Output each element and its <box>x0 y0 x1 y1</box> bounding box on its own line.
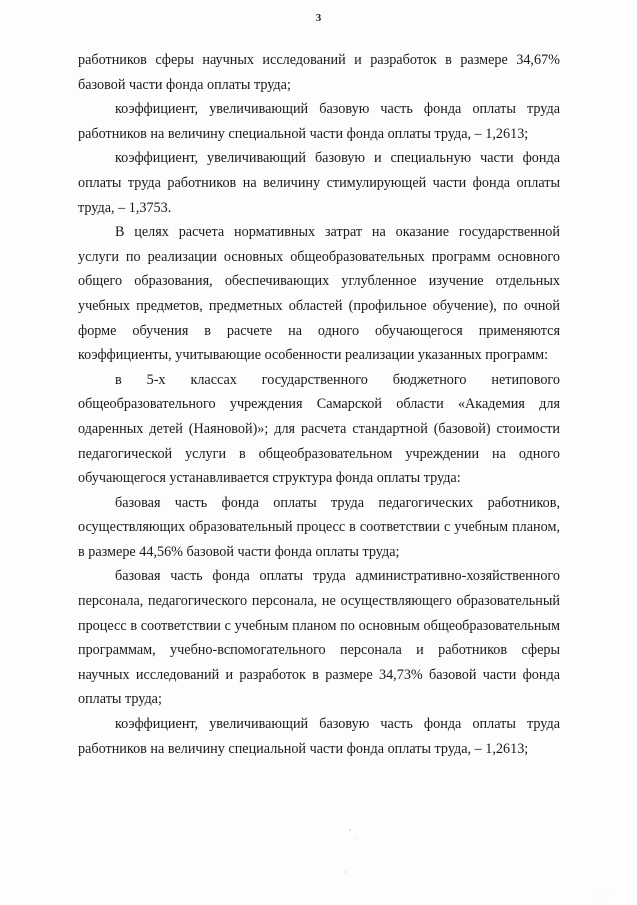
paragraph-1: работников сферы научных исследований и разработок в размере 34,67% базовой части фонда оплаты труда; <box>78 52 560 93</box>
document-body <box>78 48 560 761</box>
paragraph-6: базовая часть фонда оплаты труда педагогических работников, осуществляющих образовательный процесс в соответствии с учебным планом, в размере 44,56% базовой части фонда оплаты труда; <box>78 494 560 560</box>
paragraph-8: коэффициент, увеличивающий базовую часть фонда оплаты труда работников на величину специальной части фонда оплаты труда, – 1,2613; <box>78 716 560 757</box>
paragraph-4: В целях расчета нормативных затрат на оказание государственной услуги по реализации основных общеобразовательных программ основного общего образования, обеспечивающих углубленное изучение отдельных учебных предметов, предметных областей (профильное обучение), по очной форме обучения в расчете на одного обучающегося применяются коэффициенты, учитывающие особенности реализации указанных программ: <box>78 224 560 364</box>
paragraph-5: в 5-х классах государственного бюджетного нетипового общеобразовательного учреждения Самарской области «Академия для одаренных детей (Наяновой)»; для расчета стандартной (базовой) стоимости педагогической услуги в общеобразовательном учреждении на одного обучающегося устанавливается структура фонда оплаты труда: <box>78 371 560 487</box>
paragraph-7: базовая часть фонда оплаты труда административно-хозяйственного персонала, педагогического персонала, не осуществляющего образовательный процесс в соответствии с учебным планом по основным общеобразовательным программам, учебно-вспомогательного персонала и работников сферы научных исследований и разработок в размере 34,73% базовой части фонда оплаты труда; <box>78 568 560 708</box>
paragraph-2: коэффициент, увеличивающий базовую часть фонда оплаты труда работников на величину специальной части фонда оплаты труда, – 1,2613; <box>78 101 560 142</box>
paragraph-3: коэффициент, увеличивающий базовую и специальную части фонда оплаты труда работников на величину стимулирующей части фонда оплаты труда, – 1,3753. <box>78 150 560 216</box>
page-number: 3 <box>315 12 322 24</box>
